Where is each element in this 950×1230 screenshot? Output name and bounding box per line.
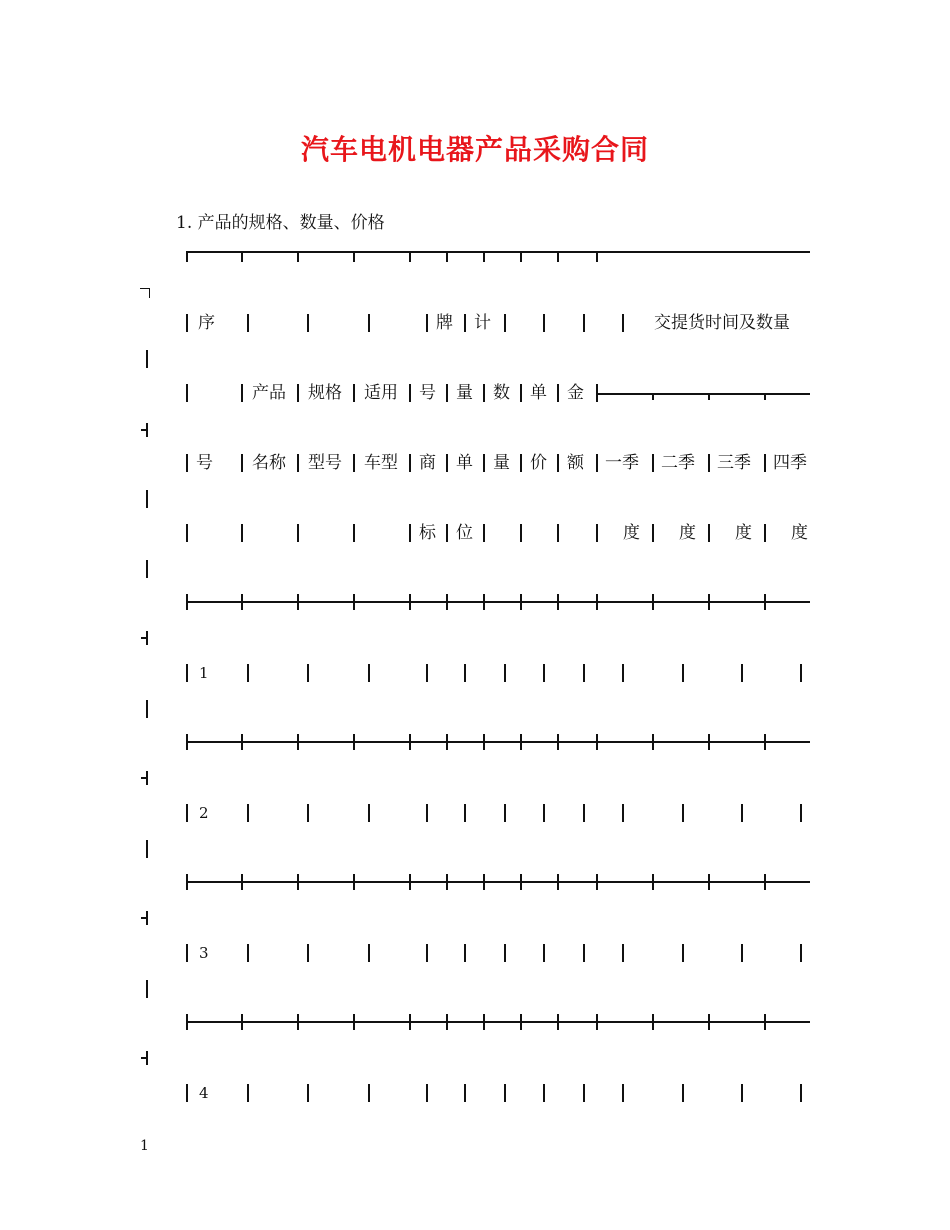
table-cross-tick (557, 1014, 559, 1030)
table-cross-tick (186, 1014, 188, 1030)
header-cell: 位 (456, 523, 473, 543)
cell-separator (543, 1084, 545, 1102)
table-cross-tick (353, 594, 355, 610)
cell-separator (368, 1084, 370, 1102)
header-cell: 适用 (364, 383, 398, 403)
row-number: 1 (199, 664, 209, 682)
cell-separator (426, 664, 428, 682)
cell-separator (426, 804, 428, 822)
header-cell: 一季 (605, 453, 639, 473)
cell-separator (504, 944, 506, 962)
cell-separator (682, 804, 684, 822)
cell-separator (247, 664, 249, 682)
table-tick (446, 251, 448, 262)
header-cell: 量 (456, 383, 473, 403)
table-cross-tick (520, 1014, 522, 1030)
cell-separator (622, 944, 624, 962)
header-cell: 度 (623, 523, 640, 543)
cell-separator (426, 944, 428, 962)
cell-separator (247, 1084, 249, 1102)
table-cross-tick (708, 734, 710, 750)
cell-separator (764, 454, 766, 472)
header-cell: 序 (198, 313, 215, 333)
line-end-marker (146, 560, 148, 578)
cell-separator (426, 1084, 428, 1102)
table-tick (596, 251, 598, 262)
cell-separator (186, 384, 188, 402)
table-cross-tick (596, 874, 598, 890)
cell-separator (708, 454, 710, 472)
cell-separator (307, 1084, 309, 1102)
line-end-marker (146, 350, 148, 368)
cell-separator (708, 524, 710, 542)
cell-separator (682, 944, 684, 962)
cell-separator (368, 664, 370, 682)
header-cell: 号 (419, 383, 436, 403)
table-cross-tick (652, 1014, 654, 1030)
cell-separator (596, 524, 598, 542)
cell-separator (543, 664, 545, 682)
contract-title: 汽车电机电器产品采购合同 (300, 133, 649, 166)
table-cross-tick (708, 1014, 710, 1030)
cell-separator (557, 524, 559, 542)
header-cell: 车型 (364, 453, 398, 473)
table-cross-tick (483, 1014, 485, 1030)
cell-separator (622, 314, 624, 332)
cell-separator (297, 384, 299, 402)
line-end-marker (146, 840, 148, 858)
cell-separator (186, 1084, 188, 1102)
cell-separator (247, 804, 249, 822)
table-cross-tick (764, 734, 766, 750)
table-cross-tick (708, 594, 710, 610)
table-tick (520, 251, 522, 262)
header-cell: 数 (493, 383, 510, 403)
line-end-marker (146, 911, 148, 925)
cell-separator (446, 454, 448, 472)
cell-separator (504, 804, 506, 822)
cell-separator (800, 804, 802, 822)
line-end-marker (140, 288, 150, 298)
table-cross-tick (409, 874, 411, 890)
table-cross-tick (446, 734, 448, 750)
cell-separator (241, 454, 243, 472)
cell-separator (186, 524, 188, 542)
header-cell: 度 (791, 523, 808, 543)
table-cross-tick (409, 1014, 411, 1030)
cell-separator (800, 664, 802, 682)
table-cross-tick (596, 1014, 598, 1030)
cell-separator (543, 944, 545, 962)
cell-separator (247, 944, 249, 962)
table-tick (708, 393, 710, 400)
table-tick (557, 251, 559, 262)
table-cross-tick (520, 594, 522, 610)
cell-separator (483, 524, 485, 542)
cell-separator (504, 1084, 506, 1102)
cell-separator (353, 384, 355, 402)
header-cell: 二季 (661, 453, 695, 473)
cell-separator (186, 944, 188, 962)
cell-separator (622, 804, 624, 822)
row-number: 3 (199, 944, 209, 962)
cell-separator (307, 944, 309, 962)
cell-separator (446, 524, 448, 542)
cell-separator (583, 664, 585, 682)
cell-separator (622, 1084, 624, 1102)
header-cell: 牌 (436, 313, 453, 333)
table-cross-tick (446, 874, 448, 890)
table-cross-tick (353, 734, 355, 750)
header-cell: 计 (474, 313, 491, 333)
cell-separator (557, 384, 559, 402)
cell-separator (764, 524, 766, 542)
line-end-marker (146, 631, 148, 645)
cell-separator (426, 314, 428, 332)
cell-separator (307, 314, 309, 332)
table-cross-tick (446, 594, 448, 610)
cell-separator (464, 1084, 466, 1102)
table-cross-tick (557, 874, 559, 890)
table-tick (353, 251, 355, 262)
cell-separator (368, 944, 370, 962)
cell-separator (464, 314, 466, 332)
header-cell: 规格 (308, 383, 342, 403)
cell-separator (464, 664, 466, 682)
cell-separator (464, 944, 466, 962)
cell-separator (353, 454, 355, 472)
cell-separator (368, 314, 370, 332)
cell-separator (186, 664, 188, 682)
cell-separator (682, 1084, 684, 1102)
table-cross-tick (241, 734, 243, 750)
cell-separator (241, 384, 243, 402)
table-cross-tick (764, 874, 766, 890)
cell-separator (186, 454, 188, 472)
header-cell: 金 (567, 383, 584, 403)
header-cell: 名称 (252, 453, 286, 473)
cell-separator (583, 314, 585, 332)
cell-separator (520, 524, 522, 542)
table-cross-tick (297, 594, 299, 610)
table-cross-tick (652, 594, 654, 610)
cell-separator (596, 454, 598, 472)
table-cross-tick (652, 874, 654, 890)
header-cell: 单 (456, 453, 473, 473)
cell-separator (520, 384, 522, 402)
cell-separator (446, 384, 448, 402)
table-cross-tick (446, 1014, 448, 1030)
cell-separator (800, 1084, 802, 1102)
table-row-rule (186, 601, 810, 603)
cell-separator (543, 314, 545, 332)
table-cross-tick (764, 594, 766, 610)
line-end-marker (146, 700, 148, 718)
cell-separator (241, 524, 243, 542)
header-cell: 三季 (717, 453, 751, 473)
table-cross-tick (186, 594, 188, 610)
table-cross-tick (353, 1014, 355, 1030)
table-cross-tick (297, 1014, 299, 1030)
table-cross-tick (409, 594, 411, 610)
cell-separator (297, 524, 299, 542)
table-cross-tick (483, 734, 485, 750)
table-tick (652, 393, 654, 400)
table-tick (764, 393, 766, 400)
cell-separator (741, 944, 743, 962)
cell-separator (557, 454, 559, 472)
header-cell: 四季 (773, 453, 807, 473)
line-end-marker (146, 423, 148, 437)
cell-separator (520, 454, 522, 472)
cell-separator (353, 524, 355, 542)
cell-separator (307, 664, 309, 682)
table-cross-tick (596, 734, 598, 750)
table-cross-tick (596, 594, 598, 610)
table-cross-tick (764, 1014, 766, 1030)
header-cell: 额 (567, 453, 584, 473)
subheader-rule (596, 393, 810, 395)
cell-separator (652, 454, 654, 472)
cell-separator (247, 314, 249, 332)
table-cross-tick (520, 874, 522, 890)
page-number: 1 (140, 1138, 149, 1154)
table-cross-tick (297, 874, 299, 890)
cell-separator (741, 804, 743, 822)
line-end-marker (146, 490, 148, 508)
table-tick (297, 251, 299, 262)
line-end-marker (146, 980, 148, 998)
header-cell: 单 (530, 383, 547, 403)
row-number: 4 (199, 1084, 209, 1102)
cell-separator (409, 454, 411, 472)
cell-separator (622, 664, 624, 682)
table-cross-tick (483, 874, 485, 890)
header-cell: 度 (679, 523, 696, 543)
table-cross-tick (409, 734, 411, 750)
cell-separator (297, 454, 299, 472)
header-cell: 型号 (308, 453, 342, 473)
section-heading: 1. 产品的规格、数量、价格 (176, 213, 385, 233)
cell-separator (186, 314, 188, 332)
cell-separator (504, 664, 506, 682)
table-cross-tick (241, 874, 243, 890)
table-cross-tick (297, 734, 299, 750)
row-number: 2 (199, 804, 209, 822)
line-end-marker (146, 1051, 148, 1065)
table-row-rule (186, 1021, 810, 1023)
header-cell: 交提货时间及数量 (654, 313, 790, 333)
table-cross-tick (708, 874, 710, 890)
table-cross-tick (186, 734, 188, 750)
header-cell: 产品 (252, 383, 286, 403)
header-cell: 度 (735, 523, 752, 543)
cell-separator (741, 664, 743, 682)
cell-separator (583, 1084, 585, 1102)
cell-separator (186, 804, 188, 822)
header-cell: 商 (419, 453, 436, 473)
cell-separator (800, 944, 802, 962)
table-cross-tick (557, 594, 559, 610)
cell-separator (409, 524, 411, 542)
cell-separator (368, 804, 370, 822)
header-cell: 量 (493, 453, 510, 473)
table-cross-tick (483, 594, 485, 610)
header-cell: 价 (530, 453, 547, 473)
table-row-rule (186, 881, 810, 883)
table-top-rule (186, 251, 810, 253)
table-cross-tick (241, 1014, 243, 1030)
cell-separator (741, 1084, 743, 1102)
cell-separator (464, 804, 466, 822)
cell-separator (483, 384, 485, 402)
table-row-rule (186, 741, 810, 743)
cell-separator (682, 664, 684, 682)
table-tick (483, 251, 485, 262)
table-tick (241, 251, 243, 262)
cell-separator (504, 314, 506, 332)
cell-separator (483, 454, 485, 472)
cell-separator (583, 944, 585, 962)
line-end-marker (146, 771, 148, 785)
cell-separator (652, 524, 654, 542)
table-cross-tick (241, 594, 243, 610)
table-cross-tick (520, 734, 522, 750)
cell-separator (583, 804, 585, 822)
header-cell: 标 (419, 523, 436, 543)
cell-separator (307, 804, 309, 822)
table-cross-tick (186, 874, 188, 890)
table-tick (409, 251, 411, 262)
table-cross-tick (652, 734, 654, 750)
cell-separator (543, 804, 545, 822)
table-tick (186, 251, 188, 262)
cell-separator (409, 384, 411, 402)
header-cell: 号 (196, 453, 213, 473)
table-cross-tick (557, 734, 559, 750)
table-cross-tick (353, 874, 355, 890)
